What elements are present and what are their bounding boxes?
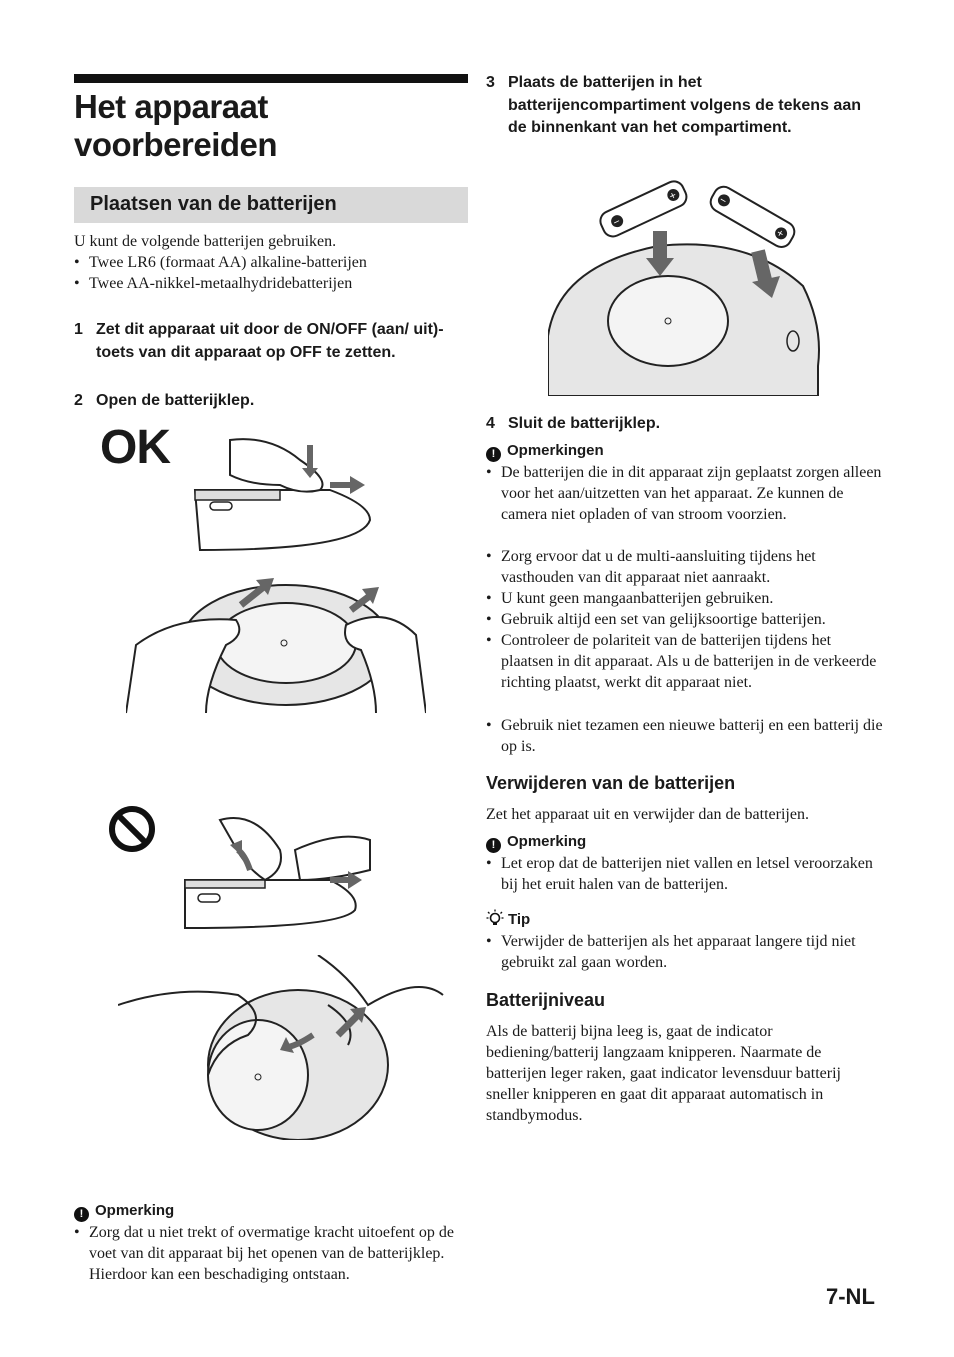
remove-title: Verwijderen van de batterijen — [486, 773, 736, 793]
svg-text:+: + — [667, 189, 679, 203]
page-number: 7-NL — [826, 1284, 875, 1309]
battery-level-text: Als de batterij bijna leeg is, gaat de indicator bediening/batterij langzaam knipperen. Naarmate de batterijen leger raken, gaat indicator levensduur batterij sneller knipperen en gaat dit apparaat automatisch in standbymodus. — [486, 1023, 841, 1124]
remove-text: Zet het apparaat uit en verwijder dan de batterijen. — [486, 806, 809, 823]
list-item: • Controleer de polariteit van de batterijen tijdens het plaatsen in dit apparaat. Als u de batterijen in de verkeerde richting plaatst, werkt dit apparaat niet. — [486, 632, 877, 691]
step-2: 2 Open de batterijklep. — [74, 392, 255, 409]
step-4: 4 Sluit de batterijklep. — [486, 415, 661, 432]
list-item: • Twee AA-nikkel-metaalhydridebatterijen — [74, 275, 353, 292]
list-item: • Gebruik niet tezamen een nieuwe batterij en een batterij die op is. — [486, 717, 883, 755]
caution-icon: ! — [486, 447, 501, 462]
open-cover-wrong-illustration — [180, 810, 380, 930]
step-3: 3 Plaats de batterijen in het batterijencompartiment volgens de tekens aan de binnenkant van het compartiment. — [486, 74, 861, 136]
section-title: Plaatsen van de batterijen — [90, 193, 337, 215]
notes-heading-right: ! Opmerkingen — [486, 441, 604, 462]
battery-level-title: Batterijniveau — [486, 990, 606, 1010]
open-cover-hands-illustration — [126, 575, 426, 715]
list-item: • Gebruik altijd een set van gelijksoortige batterijen. — [486, 611, 826, 628]
open-cover-correct-illustration — [190, 430, 380, 560]
list-item: • Twee LR6 (formaat AA) alkaline-batterijen — [74, 254, 367, 271]
caution-icon: ! — [486, 838, 501, 853]
prohibited-icon — [108, 805, 156, 853]
title-rule — [74, 74, 468, 83]
svg-text:+: + — [774, 227, 786, 241]
lightbulb-icon — [486, 909, 504, 927]
list-item: • De batterijen die in dit apparaat zijn geplaatst zorgen alleen voor het aan/uitzetten van het apparaat. Ze kunnen de camera niet opladen of van stroom voorzien. — [486, 464, 882, 523]
list-item: • Let erop dat de batterijen niet vallen en letsel veroorzaken bij het eruit halen van de batterijen. — [486, 855, 873, 893]
note-heading-left: ! Opmerking — [74, 1201, 174, 1222]
svg-text:−: − — [716, 194, 729, 208]
caution-icon: ! — [74, 1207, 89, 1222]
list-item: • U kunt geen mangaanbatterijen gebruiken. — [486, 590, 774, 607]
insert-batteries-illustration — [548, 176, 820, 396]
intro-text: U kunt de volgende batterijen gebruiken. — [74, 233, 337, 250]
twist-cover-wrong-illustration — [118, 955, 448, 1140]
list-item: • Zorg dat u niet trekt of overmatige kracht uitoefent op de voet van dit apparaat bij het openen van de batterijklep. Hierdoor kan een beschadiging ontstaan. — [74, 1224, 454, 1283]
list-item: • Verwijder de batterijen als het apparaat langere tijd niet gebruikt zal gaan worden. — [486, 933, 856, 971]
step-1: 1 Zet dit apparaat uit door de ON/OFF (aan/ uit)-toets van dit apparaat op OFF te zetten. — [74, 321, 444, 361]
page-title: Het apparaat voorbereiden — [74, 88, 278, 163]
tip-heading: Tip — [486, 909, 530, 930]
remove-note-heading: ! Opmerking — [486, 832, 586, 853]
list-item: • Zorg ervoor dat u de multi-aansluiting tijdens het vasthouden van dit apparaat niet aanraakt. — [486, 548, 816, 586]
ok-label: OK — [100, 421, 170, 474]
svg-text:−: − — [611, 215, 623, 230]
